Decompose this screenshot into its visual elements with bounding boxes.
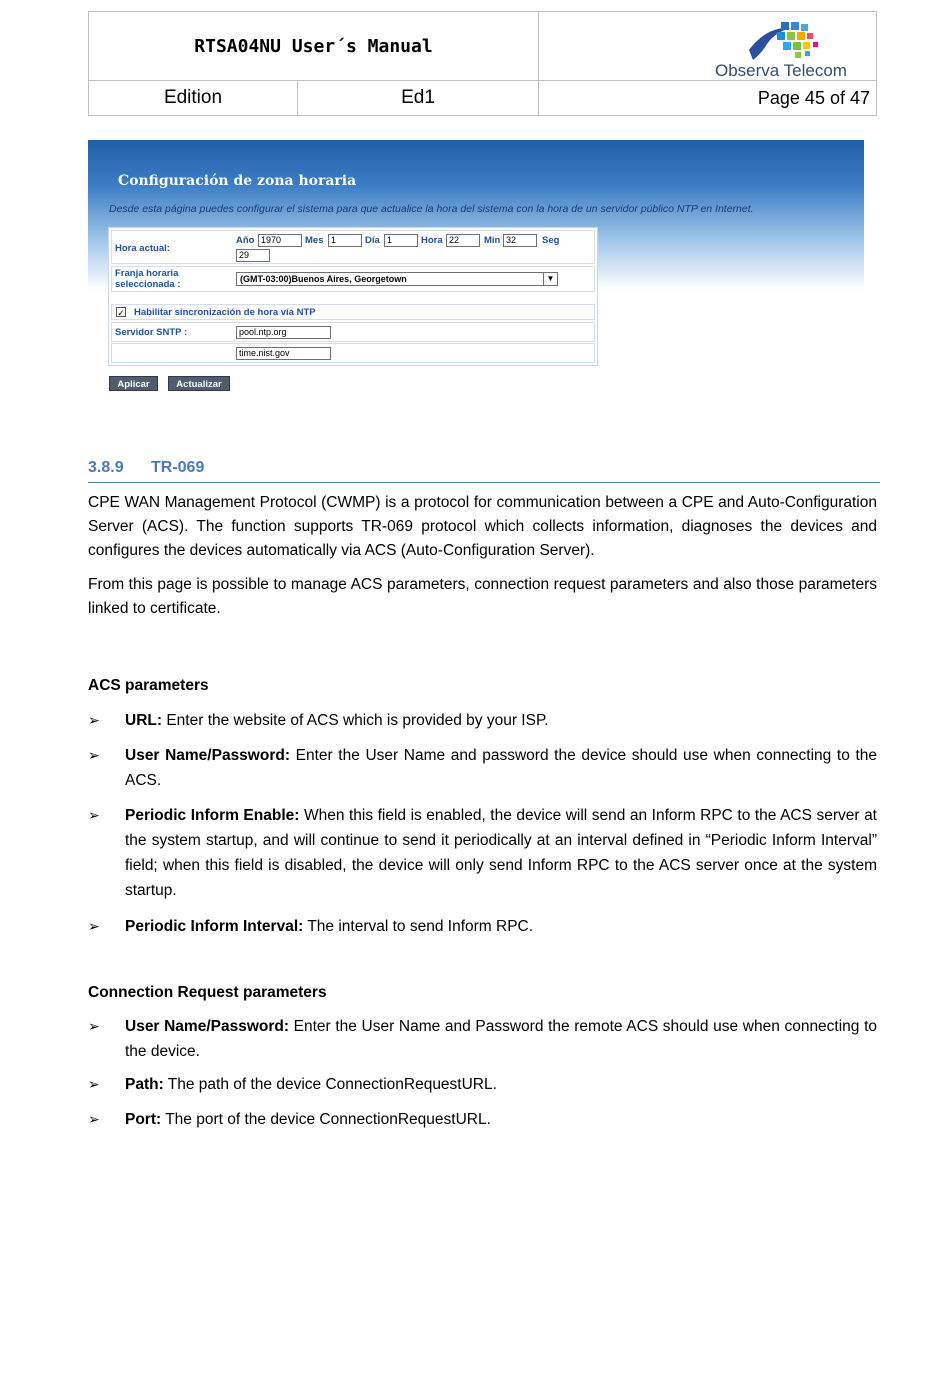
item-text: The port of the device ConnectionRequestURL.: [161, 1111, 491, 1128]
bullet-arrow-icon: ➢: [88, 918, 100, 934]
list-item: [88, 743, 877, 793]
sec-label: Seg: [542, 235, 560, 246]
timezone-form: [108, 227, 598, 366]
item-text: The interval to send Inform RPC.: [303, 918, 534, 935]
bullet-arrow-icon: ➢: [88, 807, 100, 823]
sntp-label: Servidor SNTP :: [115, 327, 188, 338]
item-term: Path:: [125, 1076, 164, 1093]
item-text: Enter the User Name and password the device should use when connecting to the ACS.: [125, 747, 878, 789]
edition-label: Edition: [89, 81, 298, 115]
sntp-server-2-input[interactable]: time.nist.gov: [236, 347, 331, 360]
logo-text: Observa Telecom: [715, 61, 847, 80]
min-label: Min: [484, 235, 501, 246]
item-term: User Name/Password:: [125, 747, 290, 764]
item-text: The path of the device ConnectionRequestURL.: [163, 1076, 497, 1093]
bullet-arrow-icon: ➢: [88, 1111, 100, 1127]
page-header: [88, 11, 877, 116]
hour-label: Hora: [421, 235, 443, 246]
timezone-label-line2: seleccionada :: [115, 279, 181, 290]
list-item: [88, 1072, 877, 1097]
month-label: Mes: [305, 235, 324, 246]
min-input[interactable]: 32: [503, 234, 537, 247]
chevron-down-icon[interactable]: ▼: [543, 273, 557, 285]
sntp-row-1: [111, 322, 595, 342]
logo-cell: [539, 12, 876, 81]
current-time-row: [111, 230, 595, 264]
year-label: Año: [236, 235, 255, 246]
ntp-checkbox-label: Habilitar sincronización de hora vía NTP: [134, 307, 316, 318]
sntp-row-2: [111, 343, 595, 363]
timezone-label-line1: Franja horaria: [115, 268, 179, 279]
current-time-label: Hora actual:: [115, 243, 170, 254]
bullet-arrow-icon: ➢: [88, 747, 100, 763]
intro-paragraph-2: From this page is possible to manage ACS parameters, connection request parameters and also those parameters linked to certificate.: [88, 576, 877, 617]
timezone-selected-value: (GMT-03:00)Buenos Aires, Georgetown: [240, 274, 407, 284]
item-text: When this field is enabled, the device will send an Inform RPC to the ACS server at the system startup, and will continue to send it periodically at an interval defined in “Periodic Inform Interval” field; when this field is disabled, the device will only send Inform RPC to the ACS server once at the system startup.: [125, 807, 877, 899]
item-text: Enter the website of ACS which is provided by your ISP.: [162, 712, 549, 729]
item-term: Periodic Inform Interval:: [125, 918, 304, 935]
edition-value: Ed1: [298, 81, 539, 115]
ntp-checkbox[interactable]: ✓: [117, 308, 125, 318]
screenshot-title: Configuración de zona horaria: [118, 173, 357, 189]
connection-request-heading: Connection Request parameters: [88, 984, 327, 1001]
bullet-arrow-icon: ➢: [88, 1076, 100, 1092]
timezone-screenshot: [88, 140, 864, 398]
ntp-checkbox-row: [111, 304, 595, 320]
section-title: TR-069: [151, 459, 205, 476]
bullet-arrow-icon: ➢: [88, 712, 100, 728]
timezone-row: [111, 266, 595, 292]
observa-logo-icon: [747, 20, 827, 62]
day-label: Día: [365, 235, 380, 246]
sntp-server-1-input[interactable]: pool.ntp.org: [236, 326, 331, 339]
bullet-arrow-icon: ➢: [88, 1018, 100, 1034]
year-input[interactable]: 1970: [258, 234, 302, 247]
sec-input[interactable]: 29: [236, 249, 270, 262]
item-term: Periodic Inform Enable:: [125, 807, 300, 824]
hour-input[interactable]: 22: [446, 234, 480, 247]
section-number: 3.8.9: [88, 459, 124, 476]
item-term: Port:: [125, 1111, 162, 1128]
list-item: [88, 708, 877, 733]
section-heading: [88, 459, 880, 483]
screenshot-description: Desde esta página puedes configurar el sistema para que actualice la hora del sistema con la hora de un servidor público NTP en Internet.: [109, 203, 754, 215]
page-number: Page 45 of 47: [757, 87, 870, 108]
item-term: User Name/Password:: [125, 1018, 290, 1035]
month-input[interactable]: 1: [328, 234, 362, 247]
day-input[interactable]: 1: [384, 234, 418, 247]
item-text: Enter the User Name and Password the remote ACS should use when connecting to the device.: [125, 1018, 877, 1060]
acs-heading: ACS parameters: [88, 677, 209, 694]
intro-paragraph-1: CPE WAN Management Protocol (CWMP) is a protocol for communication between a CPE and Auto-Configuration Server (ACS). The function supports TR-069 protocol which collects information, diagnoses the devices and configures the devices automatically via ACS (Auto-Configuration Server).: [88, 494, 877, 559]
list-item: [88, 803, 877, 903]
apply-button[interactable]: Aplicar: [109, 376, 158, 391]
timezone-select[interactable]: [236, 272, 558, 286]
list-item: [88, 1014, 877, 1064]
list-item: [88, 914, 877, 939]
list-item: [88, 1107, 877, 1132]
item-term: URL:: [125, 712, 163, 729]
update-button[interactable]: Actualizar: [168, 376, 230, 391]
document-title: RTSA04NU User´s Manual: [89, 12, 539, 81]
